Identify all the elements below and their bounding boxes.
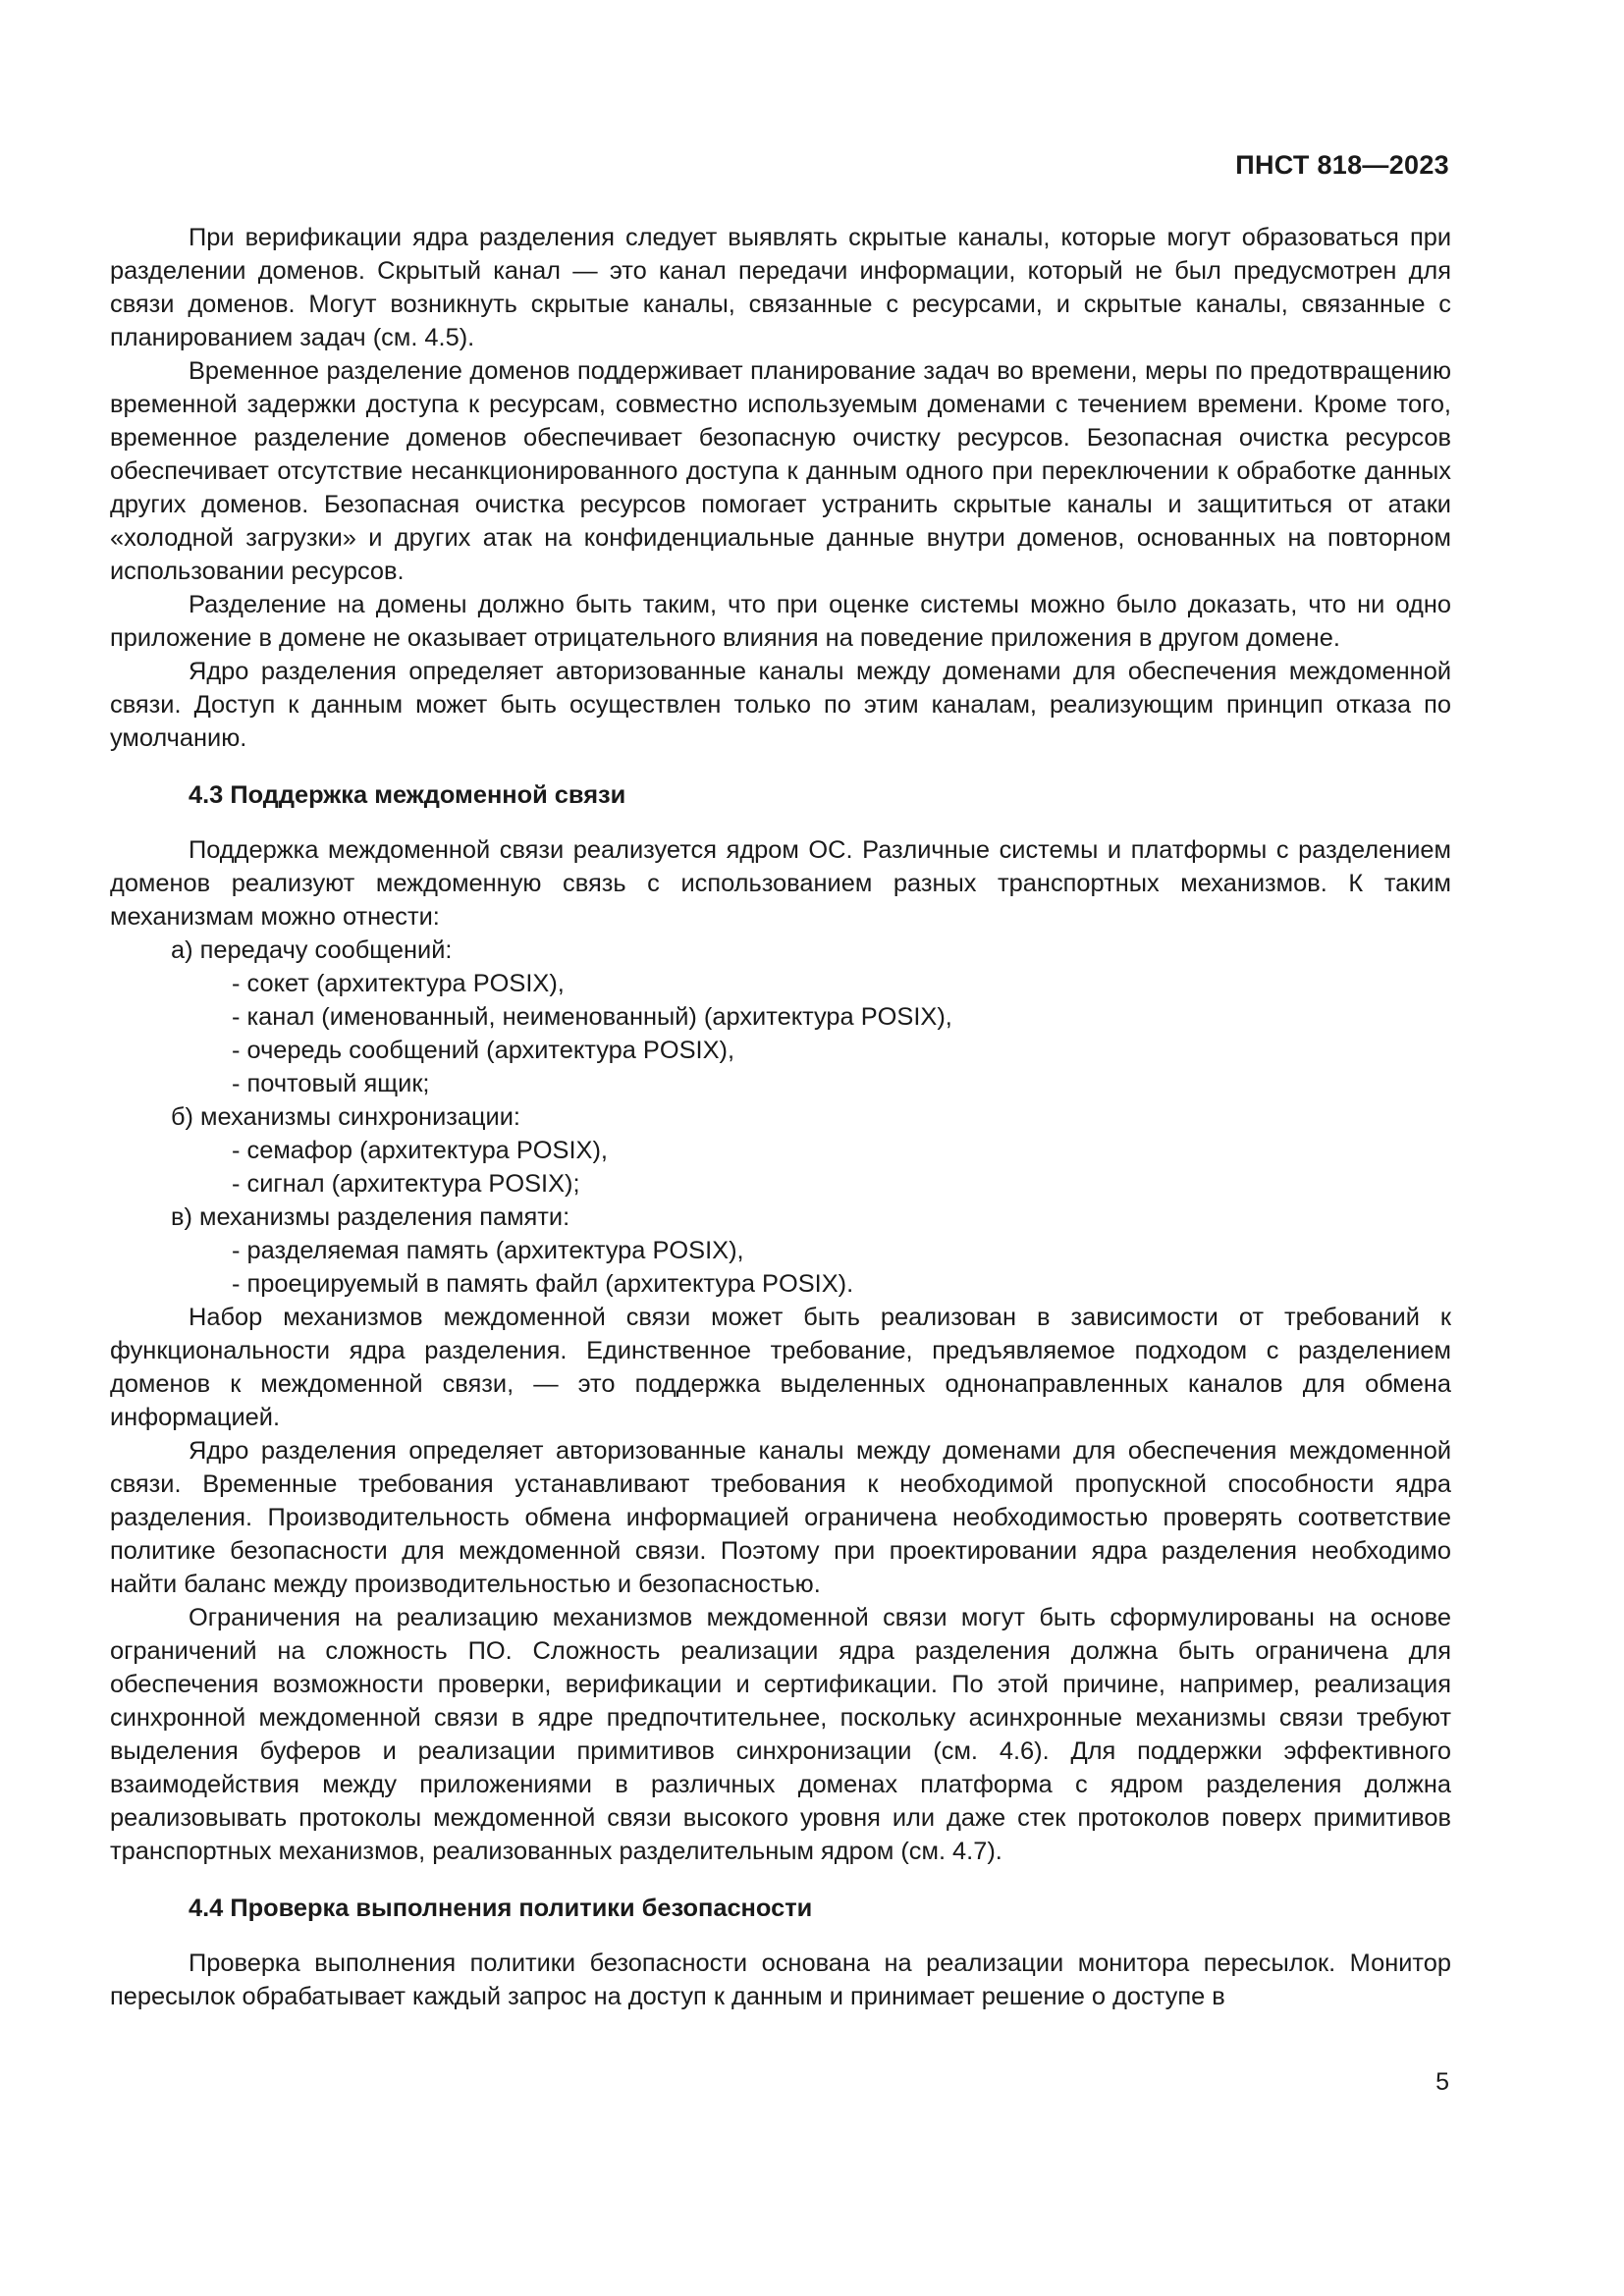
page-number: 5 bbox=[1435, 2068, 1449, 2096]
list-item-a: а) передачу сообщений: bbox=[171, 936, 453, 964]
list-subitem: - семафор (архитектура POSIX), bbox=[232, 1137, 608, 1164]
paragraph: Разделение на домены должно быть таким, что при оценке системы можно было доказать, что ни одно приложение в домене не оказывает отрицательного влияния на поведение приложения в другом домене. bbox=[110, 591, 1451, 652]
list-subitem: - очередь сообщений (архитектура POSIX), bbox=[232, 1037, 735, 1064]
list-subitem: - почтовый ящик; bbox=[232, 1070, 430, 1097]
paragraph: Ядро разделения определяет авторизованные каналы между доменами для обеспечения междоменной связи. Доступ к данным может быть осуществлен только по этим каналам, реализующим принцип отказа по умолчанию. bbox=[110, 658, 1451, 752]
paragraph: Ядро разделения определяет авторизованные каналы между доменами для обеспечения междоменной связи. Временные требования устанавливают требования к необходимой пропускной способности ядра разделения. Производительность обмена информацией ограничена необходимостью проверять соответствие политике безопасности для междоменной связи. Поэтому при проектировании ядра разделения необходимо найти баланс между производительностью и безопасностью. bbox=[110, 1437, 1451, 1598]
document-body bbox=[110, 221, 1451, 2013]
paragraph: Поддержка междоменной связи реализуется ядром ОС. Различные системы и платформы с разделением доменов реализуют междоменную связь с использованием разных транспортных механизмов. К таким механизмам можно отнести: bbox=[110, 836, 1451, 931]
section-heading-4-3: 4.3 Поддержка междоменной связи bbox=[189, 781, 626, 809]
section-heading-4-4: 4.4 Проверка выполнения политики безопасности bbox=[189, 1895, 813, 1922]
paragraph: Ограничения на реализацию механизмов междоменной связи могут быть сформулированы на основе ограничений на сложность ПО. Сложность реализации ядра разделения должна быть ограничена для обеспечения возможности проверки, верификации и сертификации. По этой причине, например, реализация синхронной междоменной связи в ядре предпочтительнее, поскольку асинхронные механизмы связи требуют выделения буферов и реализации примитивов синхронизации (см. 4.6). Для поддержки эффективного взаимодействия между приложениями в различных доменах платформа с ядром разделения должна реализовывать протоколы междоменной связи высокого уровня или даже стек протоколов поверх примитивов транспортных механизмов, реализованных разделительным ядром (см. 4.7). bbox=[110, 1604, 1451, 1865]
document-id-header: ПНСТ 818—2023 bbox=[1235, 150, 1449, 180]
paragraph: Временное разделение доменов поддерживает планирование задач во времени, меры по предотвращению временной задержки доступа к ресурсам, совместно используемым доменами с течением времени. Кроме того, временное разделение доменов обеспечивает безопасную очистку ресурсов. Безопасная очистка ресурсов обеспечивает отсутствие несанкционированного доступа к данным одного при переключении к обработке данных других доменов. Безопасная очистка ресурсов помогает устранить скрытые каналы и защититься от атаки «холодной загрузки» и других атак на конфиденциальные данные внутри доменов, основанных на повторном использовании ресурсов. bbox=[110, 357, 1451, 585]
list-subitem: - сигнал (архитектура POSIX); bbox=[232, 1170, 580, 1198]
list-subitem: - канал (именованный, неименованный) (архитектура POSIX), bbox=[232, 1003, 952, 1031]
paragraph: Набор механизмов междоменной связи может быть реализован в зависимости от требований к функциональности ядра разделения. Единственное требование, предъявляемое подходом с разделением доменов к междоменной связи, — это поддержка выделенных однонаправленных каналов для обмена информацией. bbox=[110, 1304, 1451, 1431]
list-item-b: б) механизмы синхронизации: bbox=[171, 1103, 520, 1131]
list-subitem: - разделяемая память (архитектура POSIX), bbox=[232, 1237, 744, 1264]
list-subitem: - сокет (архитектура POSIX), bbox=[232, 970, 565, 997]
list-item-c: в) механизмы разделения памяти: bbox=[171, 1203, 570, 1231]
paragraph: При верификации ядра разделения следует выявлять скрытые каналы, которые могут образоваться при разделении доменов. Скрытый канал — это канал передачи информации, который не был предусмотрен для связи доменов. Могут возникнуть скрытые каналы, связанные с ресурсами, и скрытые каналы, связанные с планированием задач (см. 4.5). bbox=[110, 224, 1451, 351]
list-subitem: - проецируемый в память файл (архитектура POSIX). bbox=[232, 1270, 854, 1298]
paragraph: Проверка выполнения политики безопасности основана на реализации монитора пересылок. Монитор пересылок обрабатывает каждый запрос на доступ к данным и принимает решение о доступе в bbox=[110, 1949, 1451, 2010]
